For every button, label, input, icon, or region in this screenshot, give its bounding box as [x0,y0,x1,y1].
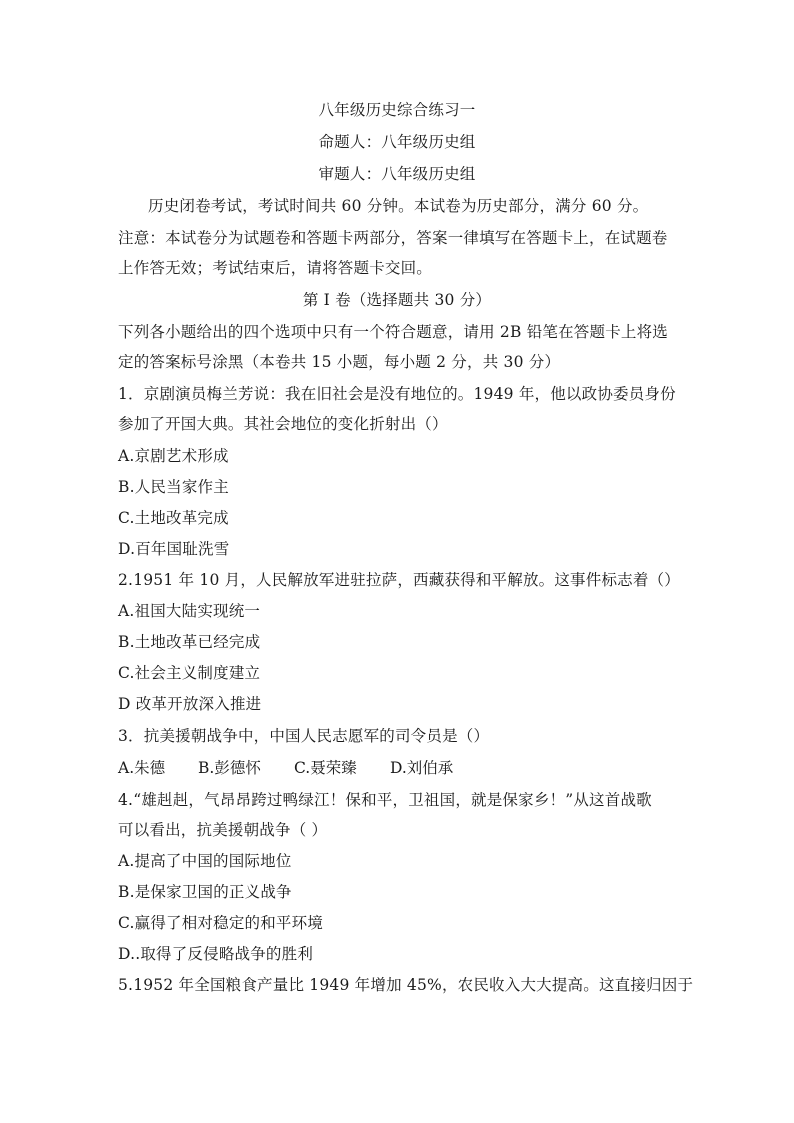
q4-stem-2: 可以看出，抗美援朝战争（ ） [118,821,328,839]
q1-option-a: A.京剧艺术形成 [118,447,229,465]
q3-options [118,758,453,778]
q4-option-a: A.提高了中国的国际地位 [118,852,292,870]
q2-option-c: C.社会主义制度建立 [118,664,261,682]
q1-stem-1: 1．京剧演员梅兰芳说：我在旧社会是没有地位的。1949 年，他以政协委员身份 [118,385,676,403]
q3-option-b: B.彭德怀 [198,759,261,777]
intro-line-2: 注意：本试卷分为试题卷和答题卡两部分，答案一律填写在答题卡上，在试题卷 [118,229,668,247]
author-line: 命题人：八年级历史组 [318,133,476,151]
intro-line-1: 历史闭卷考试，考试时间共 60 分钟。本试卷为历史部分，满分 60 分。 [148,197,649,215]
exam-title: 八年级历史综合练习一 [318,101,476,119]
q4-option-d: D..取得了反侵略战争的胜利 [118,945,314,963]
q1-option-c: C.土地改革完成 [118,509,229,527]
reviewer-line: 审题人：八年级历史组 [318,165,476,183]
q3-option-c: C.聂荣臻 [294,759,357,777]
q1-stem-2: 参加了开国大典。其社会地位的变化折射出（） [118,415,448,433]
q2-stem: 2.1951 年 10 月，人民解放军进驻拉萨，西藏获得和平解放。这事件标志着（） [118,571,680,589]
q1-option-b: B.人民当家作主 [118,478,229,496]
q2-option-b: B.土地改革已经完成 [118,633,261,651]
q2-option-d: D 改革开放深入推进 [118,695,262,713]
section-instructions-2: 定的答案标号涂黑（本卷共 15 小题，每小题 2 分，共 30 分） [118,353,561,371]
section-instructions-1: 下列各小题给出的四个选项中只有一个符合题意，请用 2B 铅笔在答题卡上将选 [118,323,669,341]
q4-stem-1: 4.“雄赳赳，气昂昂跨过鸭绿江！保和平，卫祖国，就是保家乡！”从这首战歌 [118,791,652,809]
q3-option-d: D.刘伯承 [390,759,454,777]
q4-option-b: B.是保家卫国的正义战争 [118,883,292,901]
q4-option-c: C.赢得了相对稳定的和平环境 [118,914,324,932]
q3-stem: 3．抗美援朝战争中，中国人民志愿军的司令员是（） [118,727,490,745]
intro-line-3: 上作答无效；考试结束后，请将答题卡交回。 [118,259,433,277]
q3-option-a: A.朱德 [118,759,166,777]
q5-stem: 5.1952 年全国粮食产量比 1949 年增加 45%，农民收入大大提高。这直接归因于 [118,976,694,994]
q1-option-d: D.百年国耻洗雪 [118,540,230,558]
q2-option-a: A.祖国大陆实现统一 [118,602,261,620]
section-title: 第 I 卷（选择题共 30 分） [302,291,492,309]
